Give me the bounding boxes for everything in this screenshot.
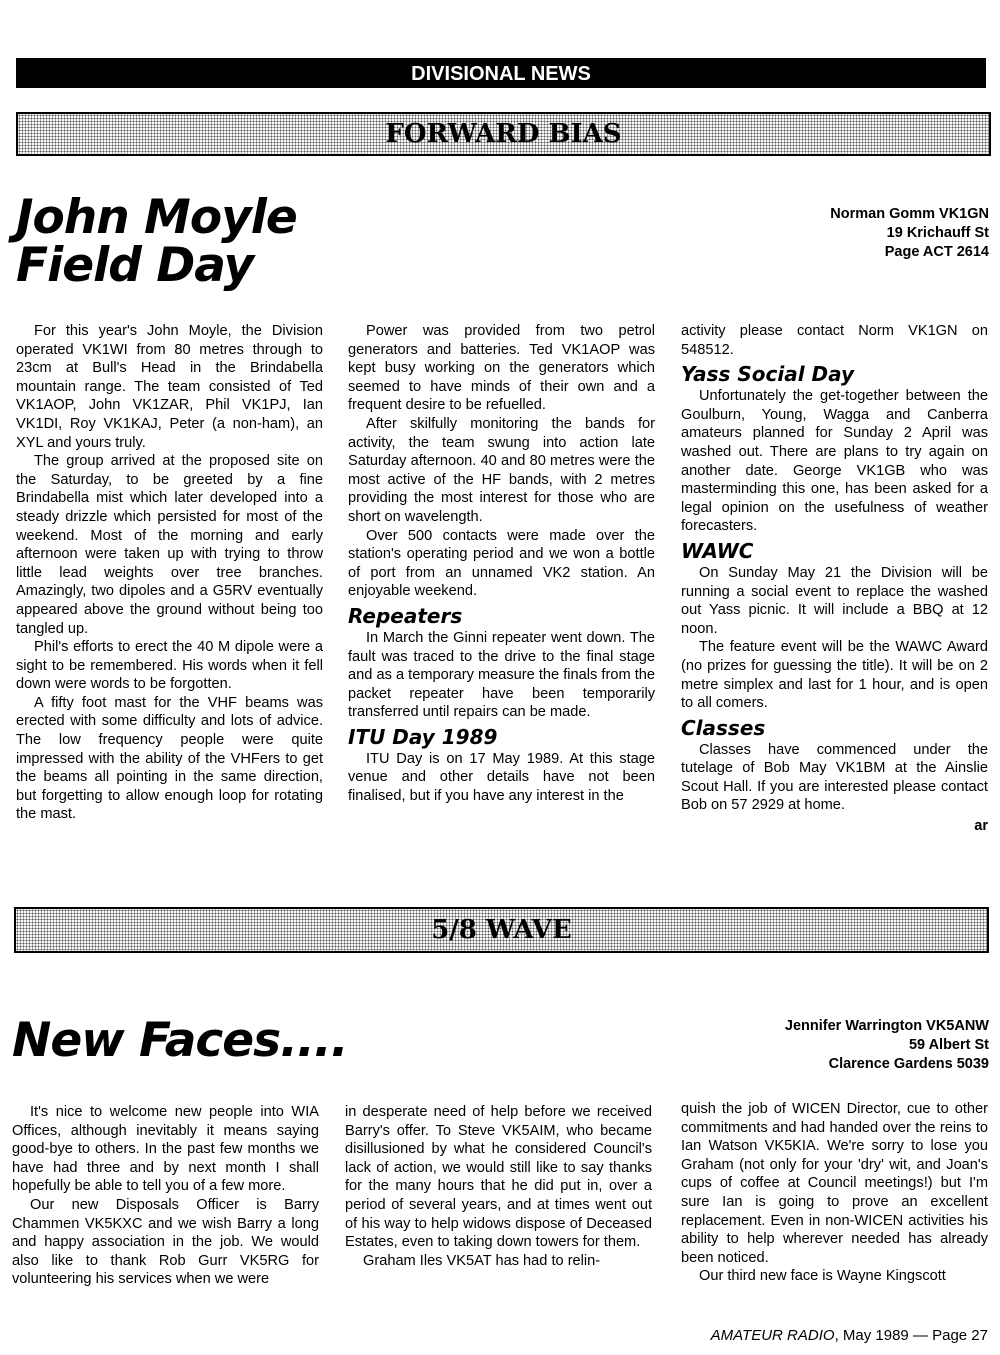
paragraph: In March the Ginni repeater went down. The fault was traced to the drive to the final stage and as a temporary measure the finals from the packet repeater have been temporarily transferred until repairs can be made.: [348, 629, 655, 721]
paragraph: For this year's John Moyle, the Division operated VK1WI from 80 metres through to 23cm at Bull's Head in the Brindabella mountain range. The team consisted of Ted VK1AOP, John VK1ZAR, Phil VK1PJ, Ian VK1DI, Roy VK1KAJ, Peter (a non-ham), an XYL and yours truly.: [16, 323, 323, 451]
column-banner-label: FORWARD BIAS: [385, 119, 622, 149]
author-locality: Clarence Gardens 5039: [828, 1056, 989, 1072]
paragraph: Our new Disposals Officer is Barry Chammen VK5KXC and we wish Barry a long and happy association in the job. We would also like to thank Rob Gurr VK5RG for volunteering his services when we were: [12, 1196, 319, 1288]
section-title: DIVISIONAL NEWS: [411, 63, 591, 85]
subheading-classes: Classes: [681, 715, 766, 740]
section-header-bar: [16, 58, 986, 88]
paragraph: activity please contact Norm VK1GN on 548512.: [681, 323, 988, 358]
paragraph: The group arrived at the proposed site on the Saturday, to be greeted by a fine Brindabella mist which later developed into a steady drizzle which persisted for most of the weekend. Most of the morning and early afternoon were taken up with trying to throw little lead weights over tree branches. Amazingly, two dipoles and a G5RV eventually appeared above the ground without being too tangled up.: [16, 453, 323, 637]
author-street: 59 Albert St: [908, 1037, 989, 1053]
paragraph: On Sunday May 21 the Division will be running a social event to replace the washed out Yass picnic. It will include a BBQ at 12 noon.: [681, 564, 988, 637]
paragraph: Unfortunately the get-together between the Goulburn, Young, Wagga and Canberra amateurs planned for Sunday 2 April was washed out. There are plans to try again on another date. George VK1GB who was masterminding this one, has been asked for a legal opinion on the usefulness of weather forecasters.: [681, 388, 988, 535]
paragraph: Classes have commenced under the tutelage of Bob May VK1BM at the Ainslie Scout Hall. If you are interested please contact Bob on 57 2929 at home.: [681, 741, 988, 814]
column-banner-5-8-wave: [14, 907, 989, 953]
paragraph: ITU Day is on 17 May 1989. At this stage venue and other details have not been finalised, but if you have any interest in the: [348, 750, 655, 805]
author-street: 19 Krichauff St: [886, 225, 989, 241]
paragraph: After skilfully monitoring the bands for activity, the team swung into action late Saturday afternoon. 40 and 80 metres were the most active of the HF bands, with 2 metres providing the most interest for those who are short on wavelength.: [348, 415, 655, 525]
paragraph: The feature event will be the WAWC Award (no prizes for guessing the title). It will be on 2 metre simplex and last for 1 hour, and is open to all comers.: [681, 639, 988, 712]
issue-and-page: , May 1989 — Page 27: [834, 1327, 988, 1344]
author-name: Norman Gomm VK1GN: [830, 206, 989, 222]
page-footer: [711, 1327, 988, 1344]
paragraph: in desperate need of help before we received Barry's offer. To Steve VK5AIM, who became disillusioned by what he considered Council's lack of action, we would still like to say thanks for the many hours that he did put in, over a period of several years, and at times went out of his way to help widows dispose of Deceased Estates, even to taking down towers for them.: [345, 1104, 652, 1251]
subheading-yass-social-day: Yass Social Day: [681, 362, 855, 387]
article-column-3: [681, 322, 988, 836]
author-byline: [689, 205, 989, 262]
paragraph: It's nice to welcome new people into WIA Offices, although inevitably it means saying good-bye to others. In the past few months we have had three and by next month I shall hopefully be able to tell you of a few more.: [12, 1104, 319, 1195]
headline-line-1: John Moyle: [16, 190, 297, 245]
publication-name: AMATEUR RADIO: [710, 1327, 835, 1344]
paragraph: Power was provided from two petrol generators and batteries. Ted VK1AOP was kept busy working on the generators which seemed to have minds of their own and a frequent desire to be refuelled.: [348, 323, 655, 414]
article-column-2: [348, 322, 655, 806]
author-locality: Page ACT 2614: [884, 244, 989, 260]
article-headline: [16, 190, 297, 293]
column-banner-label: 5/8 WAVE: [431, 915, 572, 945]
subheading-itu-day: ITU Day 1989: [348, 724, 498, 749]
paragraph: Graham Iles VK5AT has had to relin-: [363, 1252, 601, 1269]
subheading-wawc: WAWC: [681, 538, 754, 563]
article-column-3: [681, 1100, 988, 1286]
paragraph: quish the job of WICEN Director, cue to other commitments and had handed over the reins to Ian Watson VK5KIA. We're sorry to lose you Graham (not only for your 'dry' wit, and Joan's cups of coffee at Council meetings!) but I'm sure Ian is going to prove an excellent replacement. Even in non-WICEN activities his ability to help wherever needed has already been noticed.: [681, 1101, 988, 1266]
article-headline: New Faces....: [12, 1013, 348, 1068]
paragraph: Over 500 contacts were made over the station's operating period and we won a bottle of port from an unnamed VK2 station. An enjoyable weekend.: [348, 527, 655, 600]
article-column-1: [16, 322, 323, 824]
author-name: Jennifer Warrington VK5ANW: [784, 1018, 989, 1034]
paragraph: Phil's efforts to erect the 40 M dipole were a sight to be remembered. His words when it fell down were words to be forgotten.: [16, 639, 323, 693]
paragraph: A fifty foot mast for the VHF beams was erected with some difficulty and lots of advice. The low frequency people were quite impressed with the ability of the VHFers to get the beams all pointing in the same direction, but forgetting to allow enough loop for rotating the mast.: [16, 694, 323, 823]
paragraph: Our third new face is Wayne Kingscott: [699, 1268, 946, 1285]
article-column-1: [12, 1103, 319, 1289]
article-column-2: [345, 1103, 652, 1270]
headline-line-2: Field Day: [16, 238, 254, 293]
author-byline: [669, 1017, 989, 1074]
column-banner-forward-bias: [16, 112, 991, 156]
end-mark: ar: [974, 818, 988, 835]
subheading-repeaters: Repeaters: [348, 603, 463, 628]
